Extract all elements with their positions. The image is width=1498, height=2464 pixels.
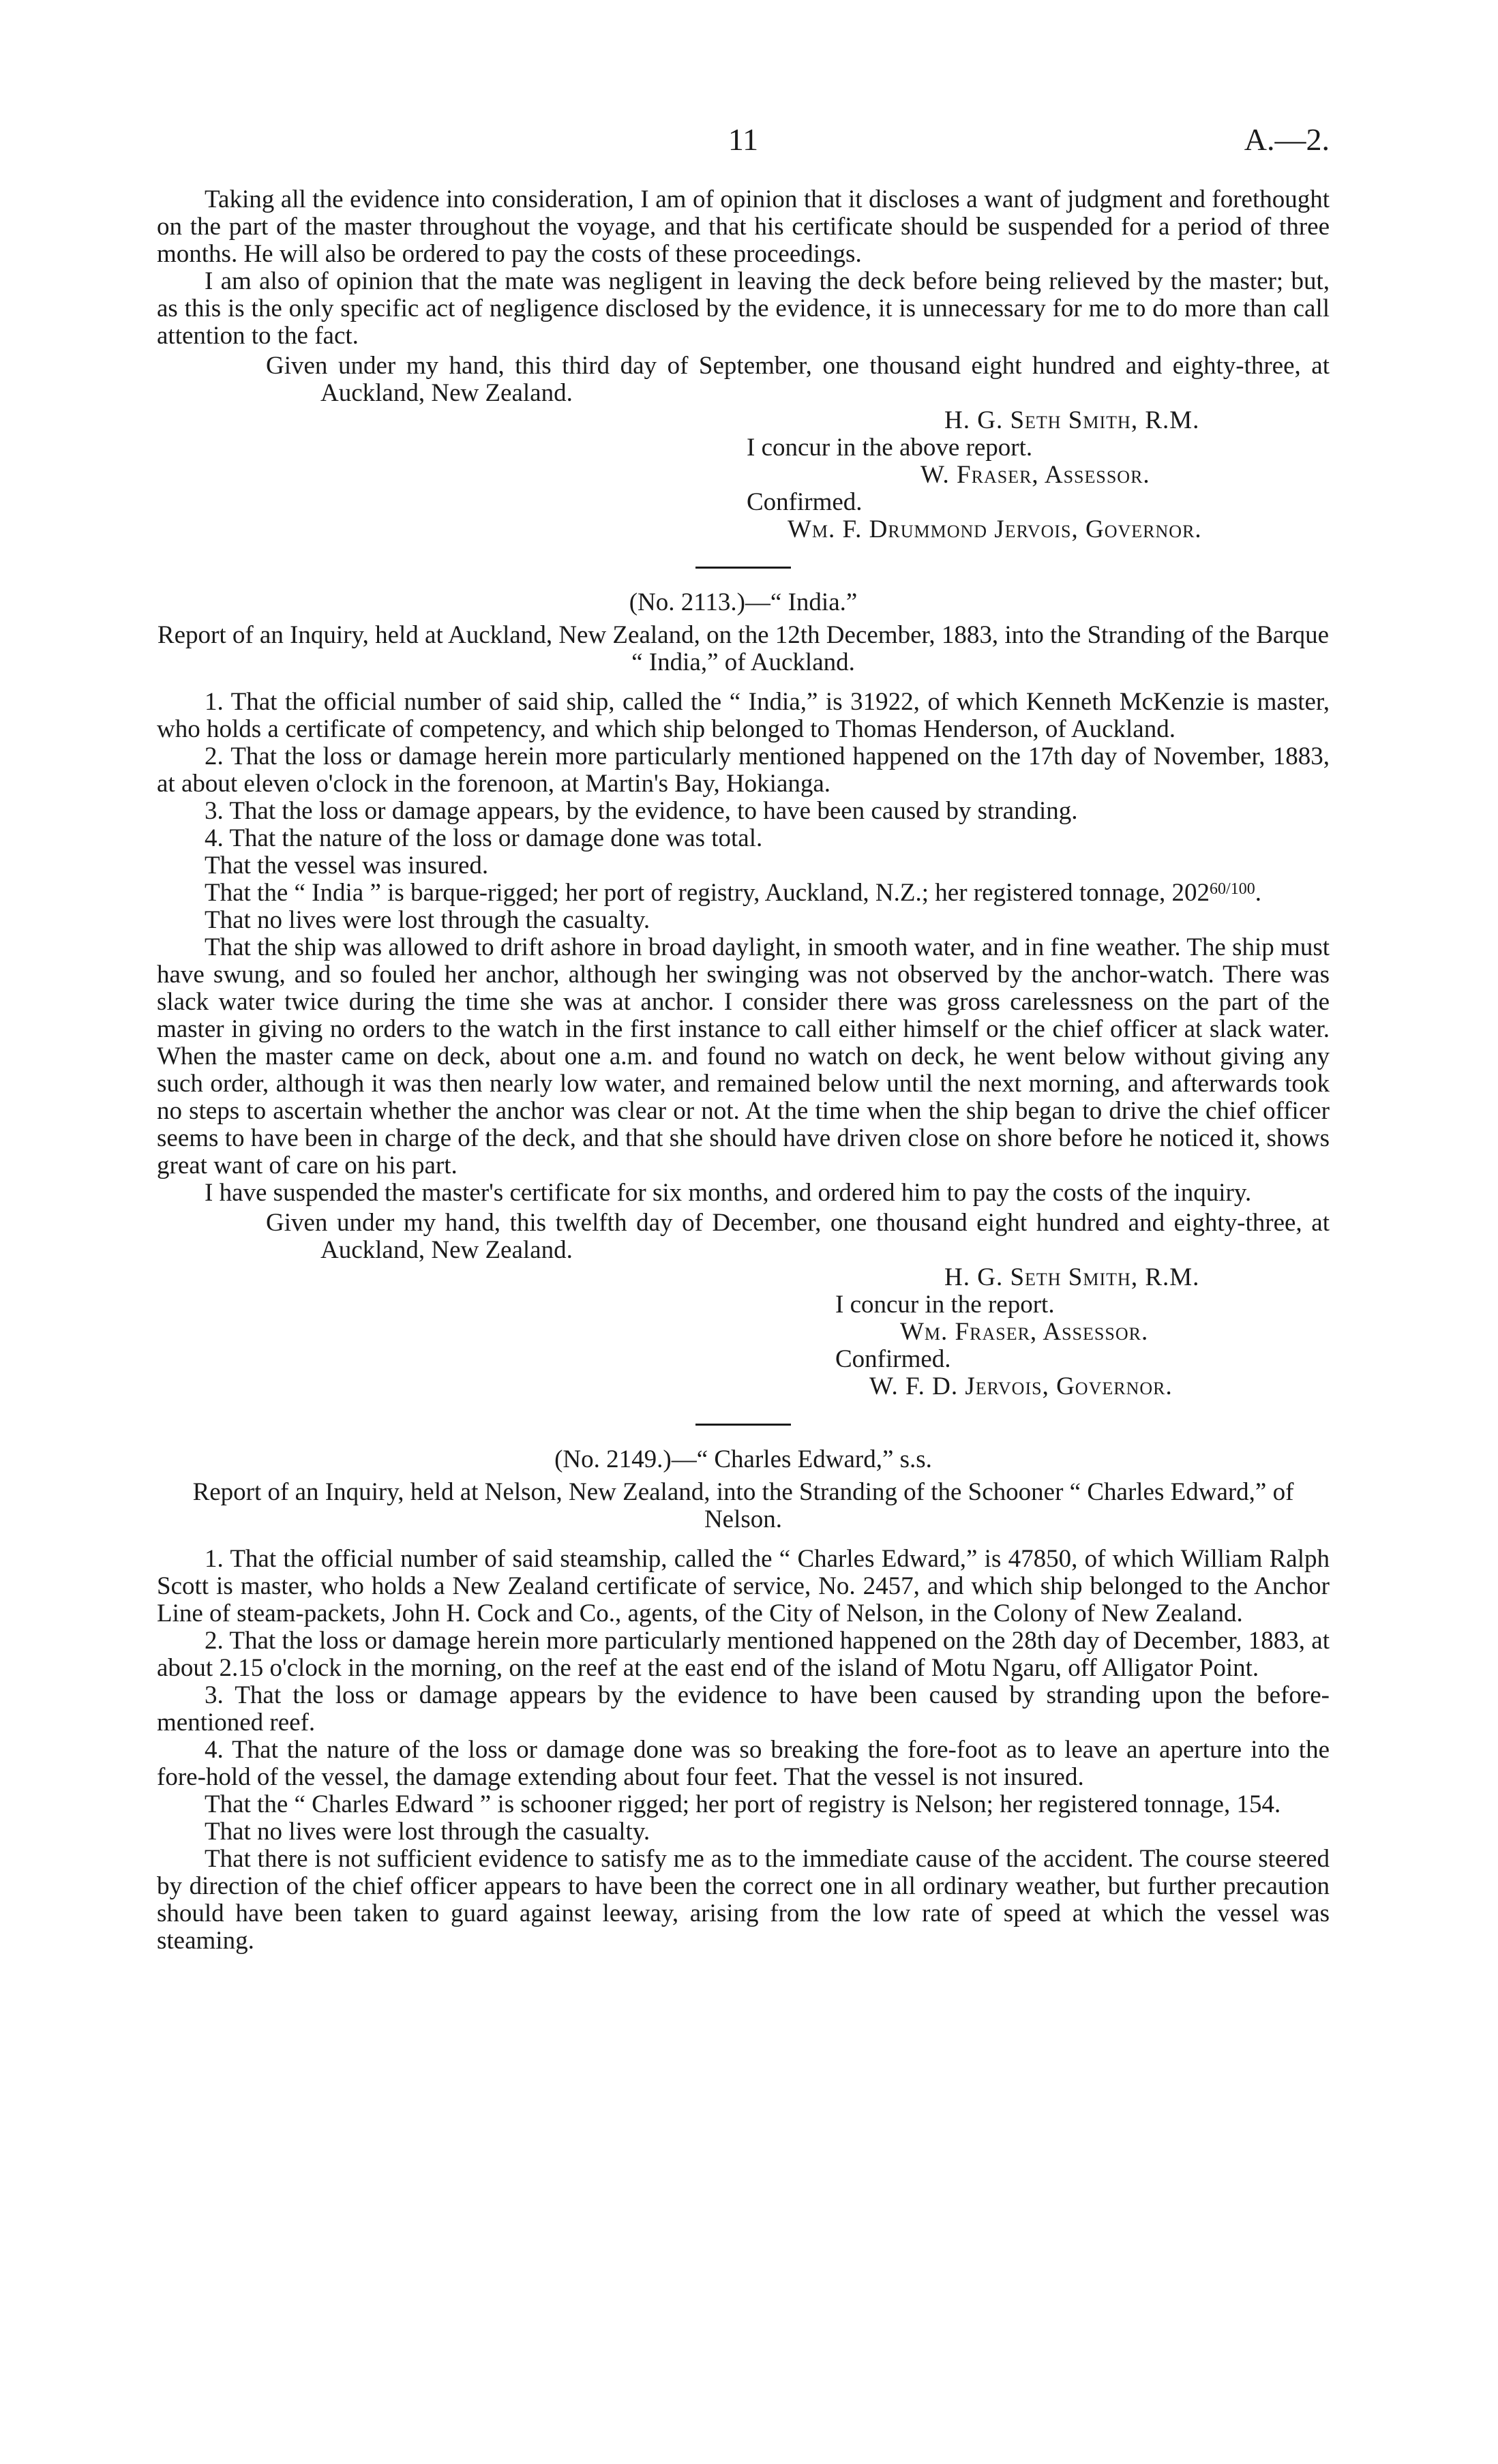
section-divider <box>695 567 791 569</box>
paragraph: 1. That the official number of said steamship, called the “ Charles Edward,” is 47850, of which William Ralph Scott is master, who holds a New Zealand certificate of service, No. 2457, and which ship belonged to the Anchor Line of steam-packets, John H. Cock and Co., agents, of the City of Nelson, in the Colony of New Zealand. <box>157 1545 1330 1627</box>
document-reference: A.—2. <box>1244 122 1330 157</box>
signature-governor: Wm. F. Drummond Jervois, Governor. <box>788 515 1202 543</box>
paragraph: That the vessel was insured. <box>205 852 489 880</box>
page-header <box>157 122 1330 164</box>
signature-magistrate: H. G. Seth Smith, R.M. <box>944 1263 1200 1291</box>
tonnage-fraction: 60/100 <box>1210 880 1255 898</box>
paragraph: 3. That the loss or damage appears by the evidence to have been caused by stranding upon the before-mentioned reef. <box>157 1681 1330 1737</box>
paragraph: I am also of opinion that the mate was negligent in leaving the deck before being relieved by the master; but, as this is the only specific act of negligence disclosed by the evidence, it is unnecessary for me to do more than call attention to the fact. <box>157 267 1330 350</box>
paragraph: That there is not sufficient evidence to satisfy me as to the immediate cause of the accident. The course steered by direction of the chief officer appears to have been the correct one in all ordinary weather, but further precaution should have been taken to guard against leeway, arising from the low rate of speed at which the vessel was steaming. <box>157 1845 1330 1955</box>
tonnage-paragraph: That the “ India ” is barque-rigged; her port of registry, Auckland, N.Z.; her registered tonnage, $202^{60/100}$. <box>205 879 1261 907</box>
confirmed-label: Confirmed. <box>747 488 863 516</box>
report-title: Report of an Inquiry, held at Auckland, New Zealand, on the 12th December, 1883, into the Stranding of the Barque “ India,” of Auckland. <box>157 621 1330 676</box>
signature-assessor: W. Fraser, Assessor. <box>920 461 1150 489</box>
paragraph: 3. That the loss or damage appears, by the evidence, to have been caused by stranding. <box>205 797 1078 825</box>
paragraph: That the ship was allowed to drift ashore in broad daylight, in smooth water, and in fine weather. The ship must have swung, and so fouled her anchor, although her swinging was not observed by the anchor-watch. There was slack water twice during the time she was at anchor. I consider there was gross carelessness on the part of the master in giving no orders to the watch in the first instance to call either himself or the chief officer at slack water. When the master came on deck, about one a.m. and found no watch on deck, he went below without giving any such order, although it was then nearly low water, and remained below until the next morning, and afterwards took no steps to ascertain whether the anchor was clear or not. At the time when the ship began to drive the chief officer seems to have been in charge of the deck, and that she should have driven close on shore before he noticed it, shows great want of care on his part. <box>157 933 1330 1180</box>
signature-magistrate: H. G. Seth Smith, R.M. <box>944 406 1200 434</box>
tonnage-text: That the “ India ” is barque-rigged; her port of registry, Auckland, N.Z.; her registered tonnage, 202 <box>205 879 1210 907</box>
paragraph: I have suspended the master's certificate for six months, and ordered him to pay the costs of the inquiry. <box>205 1179 1252 1207</box>
paragraph: That the “ Charles Edward ” is schooner rigged; her port of registry is Nelson; her registered tonnage, 154. <box>205 1790 1281 1818</box>
report-title: Report of an Inquiry, held at Nelson, New Zealand, into the Stranding of the Schooner “ Charles Edward,” of Nelson. <box>192 1478 1294 1533</box>
india-report <box>157 589 1330 1400</box>
given-under-hand: Given under my hand, this third day of September, one thousand eight hundred and eighty-three, at Auckland, New Zealand. <box>266 352 1330 407</box>
previous-report-conclusion <box>157 186 1330 543</box>
paragraph: That no lives were lost through the casualty. <box>205 1818 650 1846</box>
paragraph: 4. That the nature of the loss or damage done was total. <box>205 824 763 852</box>
document-page <box>157 122 1330 1955</box>
paragraph: 2. That the loss or damage herein more particularly mentioned happened on the 17th day of November, 1883, at about eleven o'clock in the forenoon, at Martin's Bay, Hokianga. <box>157 742 1330 798</box>
signature-governor: W. F. D. Jervois, Governor. <box>869 1372 1173 1400</box>
section-divider <box>695 1424 791 1426</box>
section-heading: (No. 2149.)—“ Charles Edward,” s.s. <box>554 1445 932 1473</box>
paragraph: 2. That the loss or damage herein more particularly mentioned happened on the 28th day of December, 1883, at about 2.15 o'clock in the morning, on the reef at the east end of the island of Motu Ngaru, off Alligator Point. <box>157 1627 1330 1682</box>
paragraph: 1. That the official number of said ship, called the “ India,” is 31922, of which Kenneth McKenzie is master, who holds a certificate of competency, and which ship belonged to Thomas Henderson, of Auckland. <box>157 688 1330 743</box>
page-number: 11 <box>728 122 759 157</box>
charles-edward-report <box>157 1446 1330 1955</box>
signature-assessor: Wm. Fraser, Assessor. <box>900 1318 1149 1346</box>
paragraph: Taking all the evidence into consideration, I am of opinion that it discloses a want of judgment and forethought on the part of the master throughout the voyage, and that his certificate should be suspended for a period of three months. He will also be ordered to pay the costs of these proceedings. <box>157 185 1330 268</box>
given-under-hand: Given under my hand, this twelfth day of December, one thousand eight hundred and eighty-three, at Auckland, New Zealand. <box>266 1209 1330 1264</box>
paragraph: 4. That the nature of the loss or damage done was so breaking the fore-foot as to leave an aperture into the fore-hold of the vessel, the damage extending about four feet. That the vessel is not insured. <box>157 1736 1330 1791</box>
paragraph: That no lives were lost through the casualty. <box>205 906 650 934</box>
confirmed-label: Confirmed. <box>835 1345 951 1373</box>
concur-statement: I concur in the above report. <box>747 434 1033 462</box>
section-heading: (No. 2113.)—“ India.” <box>629 588 858 616</box>
concur-statement: I concur in the report. <box>835 1291 1055 1319</box>
